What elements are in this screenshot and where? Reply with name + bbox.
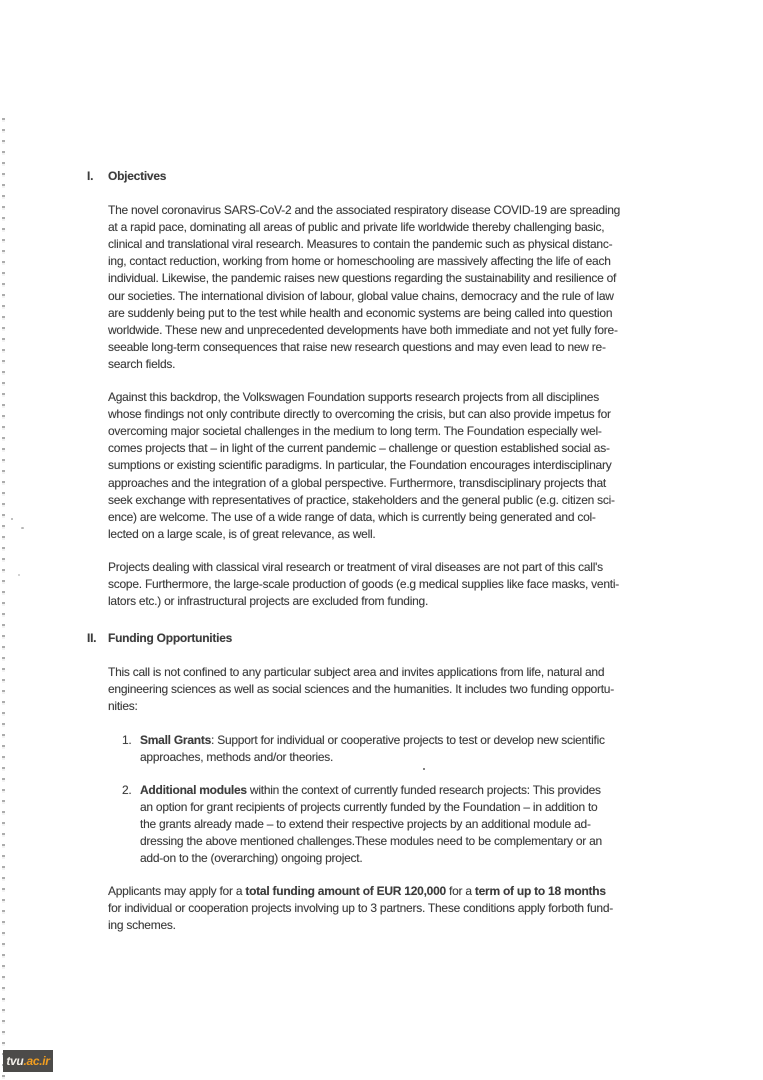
- text-line: comes projects that – in light of the current pandemic – challenge or question established social as-: [108, 441, 610, 456]
- text-line: ence) are welcome. The use of a wide range of data, which is currently being generated and col-: [108, 509, 596, 524]
- text-line: ing schemes.: [108, 918, 176, 933]
- text-line: whose findings not only contribute directly to overcoming the crisis, but can also provide impetus for: [108, 407, 611, 422]
- paragraph: [108, 202, 718, 373]
- text-line: Against this backdrop, the Volkswagen Foundation supports research projects from all disciplines: [108, 390, 599, 405]
- text-line: The novel coronavirus SARS-CoV-2 and the associated respiratory disease COVID-19 are spreading: [108, 203, 621, 218]
- section-heading: [87, 630, 718, 647]
- text-line: ing, contact reduction, working from home or homeschooling are massively affecting the life of each: [108, 254, 611, 269]
- text-line: dressing the above mentioned challenges.These modules need to be complementary or an: [140, 834, 602, 848]
- paragraph: [108, 389, 718, 543]
- text-line: are suddenly being put to the test while health and economic systems are being called into question: [108, 305, 613, 320]
- watermark-suffix: .ac.ir: [23, 1054, 50, 1068]
- text-line: our societies. The international division of labour, global value chains, democracy and the rule of law: [108, 288, 614, 303]
- section-number: I.: [87, 169, 94, 183]
- paragraph: [108, 559, 718, 610]
- list-item-text: [140, 782, 718, 867]
- text-line: search fields.: [108, 356, 176, 371]
- text-line: lators etc.) or infrastructural projects are excluded from funding.: [108, 594, 429, 609]
- scan-speck: [21, 527, 24, 529]
- text-line: Projects dealing with classical viral research or treatment of viral diseases are not part of this call's: [108, 559, 603, 574]
- text-line: individual. Likewise, the pandemic raises new questions regarding the sustainability and resilience of: [108, 271, 617, 286]
- text-line: at a rapid pace, dominating all areas of public and private life worldwide thereby challenging basic,: [108, 220, 605, 235]
- text-line: the grants already made – to extend their respective projects by an additional module ad-: [140, 816, 591, 831]
- text-line: approaches and the integration of a global perspective. Furthermore, transdisciplinary projects that: [108, 475, 606, 490]
- list-marker: 1.: [122, 732, 132, 747]
- section-heading-text: Funding Opportunities: [108, 631, 233, 646]
- text-line: worldwide. These new and unprecedented developments have both immediate and not yet fully fore-: [108, 322, 618, 337]
- text-line: sumptions or existing scientific paradigms. In particular, the Foundation encourages interdisciplinary: [108, 458, 612, 473]
- section-heading: [87, 168, 718, 185]
- text-line: for individual or cooperation projects involving up to 3 partners. These conditions apply forboth fund-: [108, 901, 614, 916]
- scan-speck: [11, 518, 13, 520]
- paragraph: [108, 664, 718, 715]
- watermark-stamp: [3, 1050, 53, 1072]
- section-number: II.: [87, 631, 97, 646]
- text-line: approaches, methods and/or theories.: [140, 749, 334, 764]
- list-marker: 2.: [122, 782, 132, 797]
- document-body: [87, 168, 718, 950]
- text-line: seek exchange with representatives of practice, stakeholders and the general public (e.g. citizen sci-: [108, 492, 615, 507]
- text-line: engineering sciences as well as social sciences and the humanities. It includes two funding opportu-: [108, 682, 614, 697]
- document-section: [87, 630, 718, 934]
- list-item-text: [140, 732, 718, 766]
- list-item: [108, 782, 718, 867]
- watermark-prefix: tvu: [6, 1054, 24, 1068]
- text-line: This call is not confined to any particular subject area and invites applications from life, natural and: [108, 665, 605, 680]
- text-line: nities:: [108, 699, 138, 714]
- scan-edge-artifacts: [2, 118, 5, 1080]
- section-heading-text: Objectives: [108, 169, 167, 183]
- text-line: overcoming major societal challenges in the medium to long term. The Foundation especially wel-: [108, 424, 602, 439]
- text-line: lected on a large scale, is of great relevance, as well.: [108, 526, 376, 541]
- text-line: add-on to the (overarching) ongoing project.: [140, 851, 363, 866]
- text-line: scope. Furthermore, the large-scale production of goods (e.g medical supplies like face masks, venti-: [108, 576, 620, 591]
- text-line: clinical and translational viral research. Measures to contain the pandemic such as physical distanc-: [108, 237, 613, 252]
- document-section: [87, 168, 718, 610]
- text-line: Additional modules within the context of currently funded research projects: This provides: [140, 782, 601, 797]
- text-line: an option for grant recipients of projects currently funded by the Foundation – in addition to: [140, 799, 598, 814]
- text-line: seeable long-term consequences that raise new research questions and may even lead to new re-: [108, 339, 606, 354]
- text-line: Small Grants: Support for individual or cooperative projects to test or develop new scientific: [140, 732, 605, 747]
- paragraph: [108, 883, 718, 934]
- list-item: [108, 732, 718, 766]
- scan-speck: [18, 574, 20, 576]
- text-line: Applicants may apply for a total funding amount of EUR 120,000 for a term of up to 18 months: [108, 884, 606, 899]
